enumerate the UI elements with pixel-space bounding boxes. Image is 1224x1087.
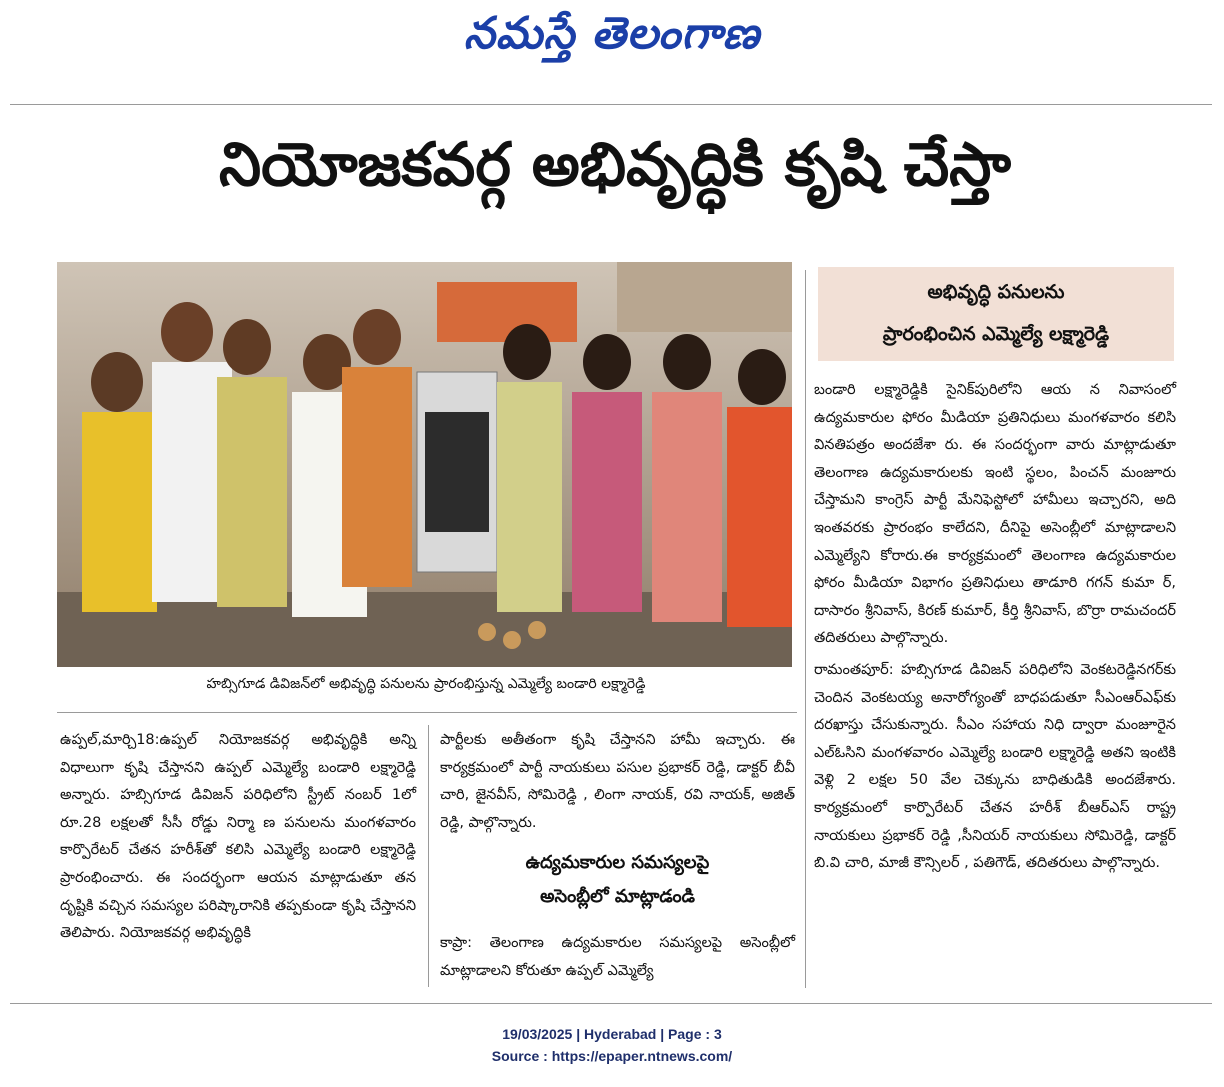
photo-bottom-divider <box>57 712 797 713</box>
right-column-paragraph-1: బండారి లక్ష్మారెడ్డికి సైనిక్‌పురిలోని ఆయ న నివాసంలో ఉద్యమకారుల ఫోరం మీడియా ప్రతినిధులు మంగళవారం కలిసి వినతిపత్రం అందజేశా రు. ఈ సందర్భంగా వారు మాట్లాడుతూ తెలంగాణ ఉద్యమకారులకు ఇంటి స్థలం, పించన్ మంజూరు చేస్తామని కాంగ్రెస్ పార్టీ మేనిఫెస్టోలో హామీలు ఇచ్చారని, అది ఇంతవరకు ప్రారంభం కాలేదని, దీనిపై అసెంబ్లీలో మాట్లాడాలని ఎమ్మెల్యేని కోరారు.ఈ కార్యక్రమంలో తెలంగాణ ఉద్యమకారుల ఫోరం మీడియా విభాగం ప్రతినిధులు తాడూరి గగన్ కుమా ర్, దాసారం శ్రీనివాస్, కిరణ్ కుమార్, కీర్తి శ్రీనివాస్, బొర్రా రామచందర్ తదితరులు పాల్గొన్నారు. <box>814 382 1176 647</box>
newspaper-logo: నమస్తే తెలంగాణ <box>463 8 761 59</box>
left-column-paragraph: ఉప్పల్,మార్చి18:ఉప్పల్ నియోజకవర్గ అభివృద్ధికి అన్ని విధాలుగా కృషి చేస్తానని ఉప్పల్ ఎమ్మెల్యే బండారి లక్ష్మారెడ్డి అన్నారు. హబ్సిగూడ డివిజన్ పరిధిలోని స్ట్రీట్ నంబర్ 1లో రూ.28 లక్షలతో సీసీ రోడ్డు నిర్మా ణ పనులను మంగళవారం కార్పొరేటర్ చేతన హరీశ్‌తో కలిసి ఎమ్మెల్యే బండారి లక్ష్మారెడ్డి ప్రారంభించారు. ఈ సందర్భంగా ఆయన మాట్లాడుతూ తన దృష్టికి వచ్చిన సమస్యల పరిష్కారానికి తప్పకుండా కృషి చేస్తానని తెలిపారు. నియోజకవర్గ అభివృద్ధికి <box>60 732 416 942</box>
middle-column-paragraph-2: కాప్రా: తెలంగాణ ఉద్యమకారుల సమస్యలపై అసెంబ్లీలో మాట్లాడాలని కోరుతూ ఉప్పల్ ఎమ్మెల్యే <box>440 935 795 979</box>
article-headline: నియోజకవర్గ అభివృద్ధికి కృషి చేస్తా <box>218 130 1012 200</box>
footer-date-line: 19/03/2025 | Hyderabad | Page : 3 <box>502 1026 722 1042</box>
bottom-divider <box>10 1003 1212 1004</box>
middle-column <box>440 727 795 837</box>
column-divider-2 <box>805 270 806 988</box>
left-column <box>60 727 416 948</box>
sub-heading-line-1: అభివృద్ధి పనులను <box>927 281 1065 303</box>
photo-illustration <box>57 262 792 667</box>
photo-caption: హబ్సిగూడ డివిజన్‌లో అభివృద్ధి పనులను ప్రారంభిస్తున్న ఎమ్మెల్యే బండారి లక్ష్మారెడ్డి <box>206 676 646 692</box>
middle-sub-heading-1: ఉద్యమకారుల సమస్యలపై <box>525 852 710 873</box>
middle-sub-heading-2: అసెంబ్లీలో మాట్లాడండి <box>540 886 695 907</box>
masthead <box>0 0 1224 80</box>
middle-column-paragraph: పార్టీలకు అతీతంగా కృషి చేస్తానని హామీ ఇచ్చారు. ఈ కార్యక్రమంలో పార్టీ నాయకులు పసుల ప్రభాకర్ రెడ్డి, డాక్టర్ బీవీ చారి, జైనవీస్, సోమిరెడ్డి , లింగా నాయక్, రవి నాయక్, అజిత్ రెడ్డి, పాల్గొన్నారు. <box>440 732 795 831</box>
sub-heading-box <box>818 267 1174 361</box>
sub-heading-line-2: ప్రారంభించిన ఎమ్మెల్యే లక్ష్మారెడ్డి <box>882 323 1110 345</box>
column-divider-1 <box>428 725 429 987</box>
footer-source-line: Source : https://epaper.ntnews.com/ <box>491 1048 733 1064</box>
article-photo <box>57 262 792 667</box>
top-divider <box>10 104 1212 105</box>
middle-column-2 <box>440 930 795 985</box>
right-column <box>814 377 1176 878</box>
right-column-paragraph-2: రామంతపూర్: హబ్సిగూడ డివిజన్ పరిధిలోని వెంకటరెడ్డినగర్‌కు చెందిన వెంకటయ్య అనారోగ్యంతో బాధపడుతూ సీఎంఆర్‌ఎఫ్‌కు దరఖాస్తు చేసుకున్నారు. సీఎం సహాయ నిధి ద్వారా మంజూరైన ఎల్‌ఓసిని మంగళవారం ఎమ్మెల్యే బండారి లక్ష్మారెడ్డి అతని ఇంటికి వెళ్లి 2 లక్షల 50 వేల చెక్కును బాధితుడికి అందజేశారు. కార్యక్రమంలో కార్పొరేటర్ చేతన హరీశ్ బీఆర్ఎస్ రాష్ట్ర నాయకులు ప్రభాకర్ రెడ్డి ,సీనియర్ నాయకులు సోమిరెడ్డి, డాక్టర్ బి.వి చారి, మాజీ కౌన్సిలర్ , పతిగౌడ్, తదితరులు పాల్గొన్నారు. <box>814 661 1176 872</box>
